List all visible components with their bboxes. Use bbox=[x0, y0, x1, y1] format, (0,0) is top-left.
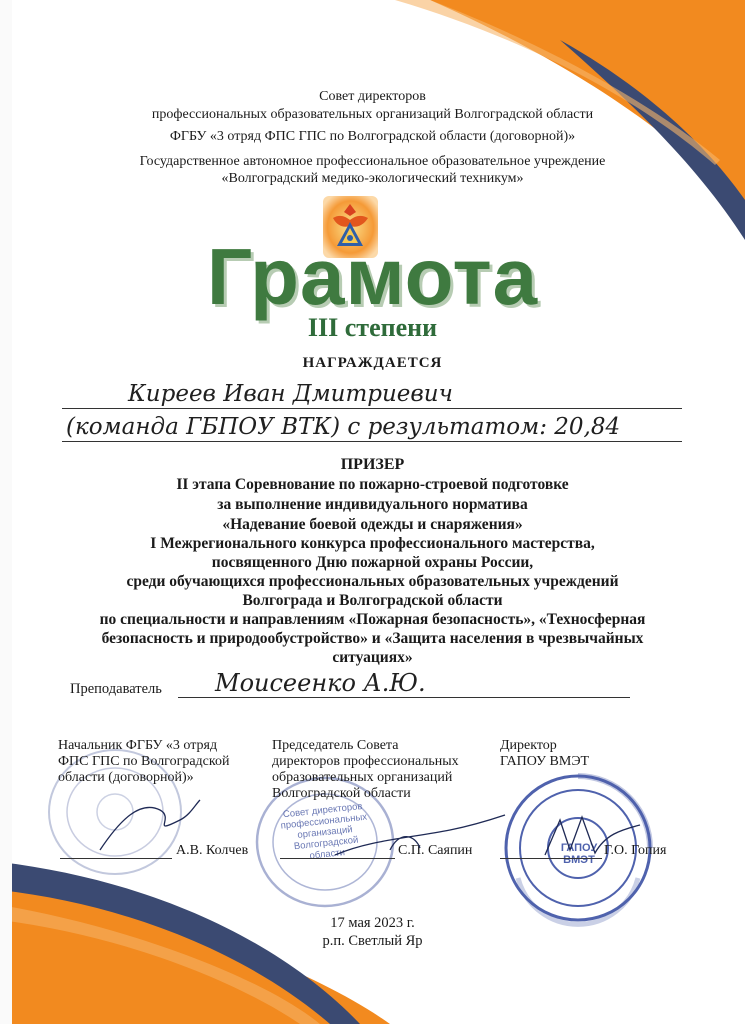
signatory-1-title-2: ФПС ГПС по Волгоградской bbox=[58, 754, 230, 769]
body-line: среди обучающихся профессиональных образовательных учреждений bbox=[126, 573, 619, 590]
signatory-2-title-3: образовательных организаций bbox=[272, 770, 453, 785]
signatory-3-name: Г.О. Гопия bbox=[604, 843, 667, 858]
awarded-label: НАГРАЖДАЕТСЯ bbox=[302, 355, 443, 371]
right-stamp-text: ГАПОУ ВМЭТ bbox=[560, 842, 598, 866]
signatory-2-title-2: директоров профессиональных bbox=[272, 754, 459, 769]
body-line: за выполнение индивидуального норматива bbox=[217, 496, 528, 513]
teacher-signature: Моисеенко А.Ю. bbox=[215, 669, 426, 697]
header-institution-name: «Волгоградский медико-экологический техникум» bbox=[221, 171, 524, 186]
certificate-title: Грамота bbox=[206, 232, 539, 321]
teacher-line bbox=[178, 697, 630, 698]
signatory-2-title-4: Волгоградской области bbox=[272, 786, 411, 801]
body-line: «Надевание боевой одежды и снаряжения» bbox=[222, 516, 523, 533]
recipient-line-2 bbox=[62, 441, 682, 442]
signatory-3 bbox=[500, 738, 589, 770]
recipient-line-1 bbox=[62, 408, 682, 409]
signatory-2-name: С.П. Саяпин bbox=[398, 843, 473, 858]
center-stamp-text: Совет директоров профессиональных организаций Волгоградской области bbox=[280, 800, 368, 862]
signatory-2 bbox=[272, 738, 459, 802]
signatory-1-name: А.В. Колчев bbox=[176, 843, 249, 858]
issue-date: 17 мая 2023 г. bbox=[330, 915, 415, 931]
body-line: посвященного Дню пожарной охраны России, bbox=[211, 554, 534, 571]
body-line: I Межрегионального конкурса профессионального мастерства, bbox=[150, 535, 595, 552]
header-fire-dept: ФГБУ «3 отряд ФПС ГПС по Волгоградской области (договорной)» bbox=[169, 129, 576, 144]
teacher-label: Преподаватель bbox=[70, 681, 162, 697]
header-council: Совет директоров bbox=[319, 89, 426, 104]
certificate-degree: III степени bbox=[307, 313, 438, 342]
status-prizewinner: ПРИЗЕР bbox=[340, 456, 405, 473]
signature-1-scribble bbox=[90, 790, 210, 860]
signatory-2-title-1: Председатель Совета bbox=[272, 738, 399, 753]
header-institution: Государственное автономное профессиональное образовательное учреждение bbox=[139, 154, 606, 169]
signatory-1 bbox=[58, 738, 229, 786]
signatory-1-title-1: Начальник ФГБУ «3 отряд bbox=[58, 738, 218, 753]
body-line: безопасность и природообустройство» и «Защита населения в чрезвычайных bbox=[101, 630, 644, 647]
signatory-1-title-3: области (договорной)» bbox=[58, 770, 194, 785]
signature-3-scribble bbox=[540, 805, 650, 865]
body-line: ситуациях» bbox=[332, 649, 413, 666]
header-council-sub: профессиональных образовательных организаций Волгоградской области bbox=[151, 107, 594, 122]
body-line: Волгограда и Волгоградской области bbox=[242, 592, 503, 609]
body-line: по специальности и направлениям «Пожарная безопасность», «Техносферная bbox=[99, 611, 646, 628]
issue-place: р.п. Светлый Яр bbox=[322, 933, 423, 949]
signature-2-scribble bbox=[330, 800, 510, 870]
recipient-team: (команда ГБПОУ ВТК) с результатом: 20,84 bbox=[66, 414, 621, 440]
signatory-3-title-2: ГАПОУ ВМЭТ bbox=[500, 754, 590, 769]
signatory-3-title-1: Директор bbox=[500, 738, 557, 753]
body-line: II этапа Соревнование по пожарно-строевой подготовке bbox=[176, 476, 569, 493]
recipient-name: Киреев Иван Дмитриевич bbox=[128, 381, 453, 407]
